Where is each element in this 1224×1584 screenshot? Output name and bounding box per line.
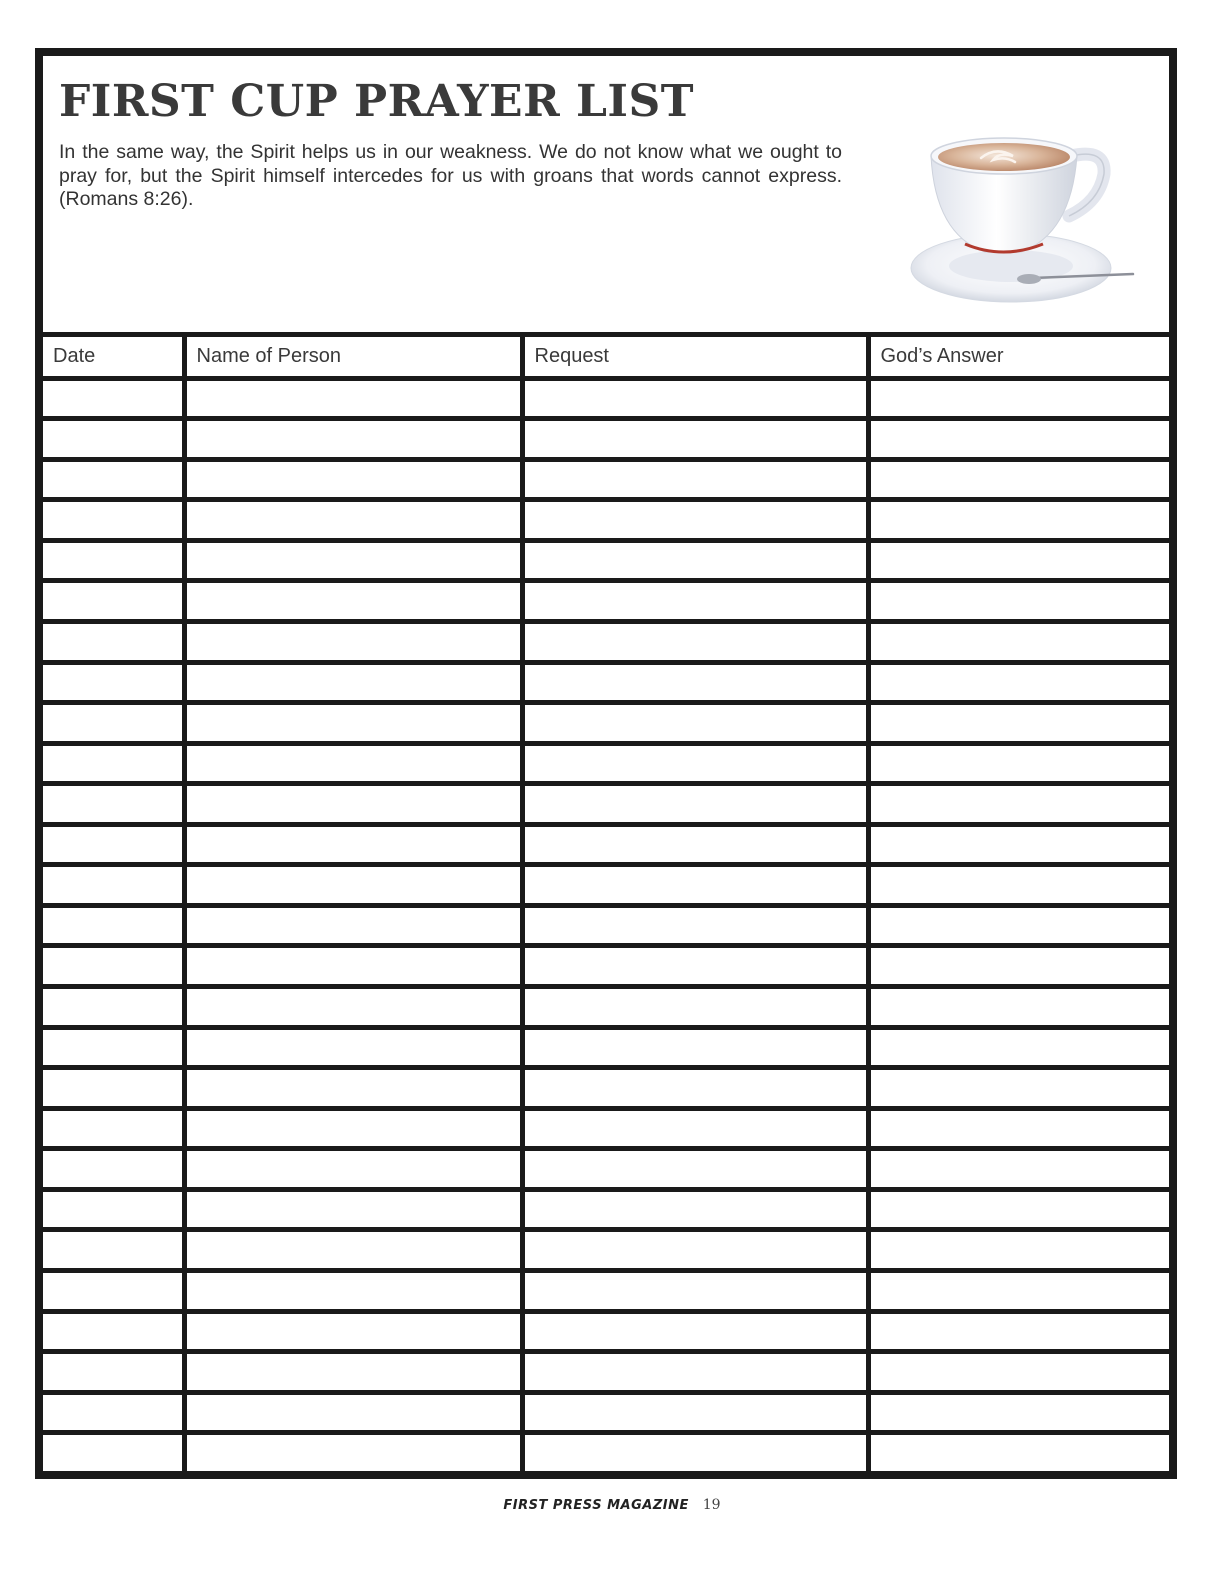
- blank-cell-date: [43, 1149, 184, 1190]
- page-number: 19: [702, 1497, 721, 1513]
- blank-cell-name: [184, 1352, 522, 1393]
- blank-cell-name: [184, 987, 522, 1028]
- blank-cell-date: [43, 500, 184, 541]
- blank-cell-request: [522, 946, 868, 987]
- blank-cell-name: [184, 1068, 522, 1109]
- blank-cell-request: [522, 662, 868, 703]
- column-header-answer: God’s Answer: [868, 337, 1169, 378]
- blank-cell-name: [184, 419, 522, 460]
- blank-cell-answer: [868, 865, 1169, 906]
- header-section: [43, 56, 1169, 337]
- blank-cell-name: [184, 1230, 522, 1271]
- blank-cell-date: [43, 865, 184, 906]
- blank-cell-date: [43, 1189, 184, 1230]
- blank-cell-request: [522, 419, 868, 460]
- blank-cell-answer: [868, 743, 1169, 784]
- blank-cell-answer: [868, 1027, 1169, 1068]
- publication-name: FIRST PRESS MAGAZINE: [503, 1498, 689, 1513]
- blank-cell-request: [522, 1068, 868, 1109]
- blank-cell-answer: [868, 905, 1169, 946]
- blank-cell-name: [184, 703, 522, 744]
- blank-cell-request: [522, 743, 868, 784]
- prayer-list-frame: [35, 48, 1177, 1479]
- blank-cell-name: [184, 784, 522, 825]
- page-title: FIRST CUP PRAYER LIST: [59, 76, 694, 127]
- table-row: [43, 946, 1169, 987]
- column-header-name: Name of Person: [184, 337, 522, 378]
- blank-cell-date: [43, 459, 184, 500]
- table-row: [43, 500, 1169, 541]
- blank-cell-answer: [868, 1311, 1169, 1352]
- column-header-request: Request: [522, 337, 868, 378]
- blank-cell-date: [43, 1352, 184, 1393]
- blank-cell-answer: [868, 1189, 1169, 1230]
- blank-cell-name: [184, 662, 522, 703]
- blank-cell-date: [43, 743, 184, 784]
- table-row: [43, 419, 1169, 460]
- blank-cell-name: [184, 946, 522, 987]
- blank-cell-date: [43, 1230, 184, 1271]
- table-row: [43, 540, 1169, 581]
- table-row: [43, 703, 1169, 744]
- blank-cell-date: [43, 784, 184, 825]
- blank-cell-date: [43, 703, 184, 744]
- blank-cell-answer: [868, 1149, 1169, 1190]
- blank-cell-date: [43, 1433, 184, 1471]
- table-row: [43, 1352, 1169, 1393]
- blank-cell-date: [43, 905, 184, 946]
- blank-cell-request: [522, 1392, 868, 1433]
- blank-cell-request: [522, 1352, 868, 1393]
- table-row: [43, 1392, 1169, 1433]
- blank-cell-answer: [868, 987, 1169, 1028]
- blank-cell-date: [43, 419, 184, 460]
- blank-cell-name: [184, 1392, 522, 1433]
- blank-cell-request: [522, 500, 868, 541]
- table-row: [43, 1230, 1169, 1271]
- table-row: [43, 824, 1169, 865]
- column-header-date: Date: [43, 337, 184, 378]
- table-row: [43, 905, 1169, 946]
- table-row: [43, 662, 1169, 703]
- blank-cell-request: [522, 581, 868, 622]
- blank-cell-request: [522, 540, 868, 581]
- table-row: [43, 987, 1169, 1028]
- scripture-verse: In the same way, the Spirit helps us in our weakness. We do not know what we ought to pray for, but the Spirit himself intercedes for us with groans that words cannot express. (Romans 8:26).: [59, 141, 842, 210]
- table-header-row: [43, 337, 1169, 378]
- blank-cell-name: [184, 540, 522, 581]
- blank-cell-name: [184, 459, 522, 500]
- blank-cell-date: [43, 1270, 184, 1311]
- blank-cell-request: [522, 824, 868, 865]
- table-row: [43, 1311, 1169, 1352]
- blank-cell-request: [522, 784, 868, 825]
- table-row: [43, 581, 1169, 622]
- blank-cell-name: [184, 824, 522, 865]
- coffee-cup-icon: [901, 126, 1141, 306]
- blank-cell-request: [522, 1189, 868, 1230]
- table-row: [43, 1149, 1169, 1190]
- blank-cell-answer: [868, 1392, 1169, 1433]
- blank-cell-answer: [868, 1352, 1169, 1393]
- blank-cell-date: [43, 1108, 184, 1149]
- table-row: [43, 1189, 1169, 1230]
- blank-cell-name: [184, 378, 522, 419]
- blank-cell-name: [184, 621, 522, 662]
- blank-cell-name: [184, 1149, 522, 1190]
- blank-cell-answer: [868, 419, 1169, 460]
- blank-cell-date: [43, 1392, 184, 1433]
- blank-cell-request: [522, 703, 868, 744]
- blank-cell-request: [522, 1027, 868, 1068]
- table-row: [43, 784, 1169, 825]
- blank-cell-date: [43, 1027, 184, 1068]
- table-row: [43, 378, 1169, 419]
- blank-cell-answer: [868, 824, 1169, 865]
- blank-cell-answer: [868, 621, 1169, 662]
- blank-cell-request: [522, 987, 868, 1028]
- prayer-table: [43, 337, 1169, 1471]
- blank-cell-date: [43, 581, 184, 622]
- blank-cell-answer: [868, 1108, 1169, 1149]
- blank-cell-name: [184, 1027, 522, 1068]
- table-row: [43, 1270, 1169, 1311]
- blank-cell-request: [522, 1433, 868, 1471]
- blank-cell-name: [184, 1108, 522, 1149]
- blank-cell-answer: [868, 540, 1169, 581]
- blank-cell-name: [184, 1189, 522, 1230]
- blank-cell-request: [522, 1149, 868, 1190]
- blank-cell-name: [184, 1433, 522, 1471]
- blank-cell-date: [43, 540, 184, 581]
- blank-cell-request: [522, 378, 868, 419]
- blank-cell-name: [184, 1270, 522, 1311]
- table-row: [43, 1068, 1169, 1109]
- blank-cell-date: [43, 621, 184, 662]
- table-row: [43, 865, 1169, 906]
- blank-cell-answer: [868, 1230, 1169, 1271]
- blank-cell-answer: [868, 459, 1169, 500]
- blank-cell-date: [43, 946, 184, 987]
- table-row: [43, 1027, 1169, 1068]
- blank-cell-date: [43, 1311, 184, 1352]
- table-row: [43, 1108, 1169, 1149]
- blank-cell-date: [43, 987, 184, 1028]
- blank-cell-answer: [868, 946, 1169, 987]
- table-row: [43, 459, 1169, 500]
- blank-cell-request: [522, 1230, 868, 1271]
- table-row: [43, 743, 1169, 784]
- blank-cell-answer: [868, 581, 1169, 622]
- blank-cell-date: [43, 662, 184, 703]
- table-row: [43, 621, 1169, 662]
- blank-cell-name: [184, 500, 522, 541]
- blank-cell-answer: [868, 378, 1169, 419]
- blank-cell-name: [184, 865, 522, 906]
- blank-cell-answer: [868, 1068, 1169, 1109]
- blank-cell-request: [522, 905, 868, 946]
- blank-cell-request: [522, 459, 868, 500]
- blank-cell-request: [522, 1108, 868, 1149]
- blank-cell-name: [184, 1311, 522, 1352]
- blank-cell-date: [43, 824, 184, 865]
- blank-cell-date: [43, 1068, 184, 1109]
- blank-cell-request: [522, 865, 868, 906]
- page-footer: [0, 1496, 1224, 1513]
- blank-cell-answer: [868, 784, 1169, 825]
- blank-cell-request: [522, 1311, 868, 1352]
- blank-cell-date: [43, 378, 184, 419]
- blank-cell-answer: [868, 662, 1169, 703]
- blank-cell-name: [184, 905, 522, 946]
- blank-cell-answer: [868, 500, 1169, 541]
- blank-cell-request: [522, 621, 868, 662]
- blank-cell-answer: [868, 1433, 1169, 1471]
- table-row: [43, 1433, 1169, 1471]
- blank-cell-request: [522, 1270, 868, 1311]
- blank-cell-answer: [868, 703, 1169, 744]
- blank-cell-answer: [868, 1270, 1169, 1311]
- blank-cell-name: [184, 581, 522, 622]
- blank-cell-name: [184, 743, 522, 784]
